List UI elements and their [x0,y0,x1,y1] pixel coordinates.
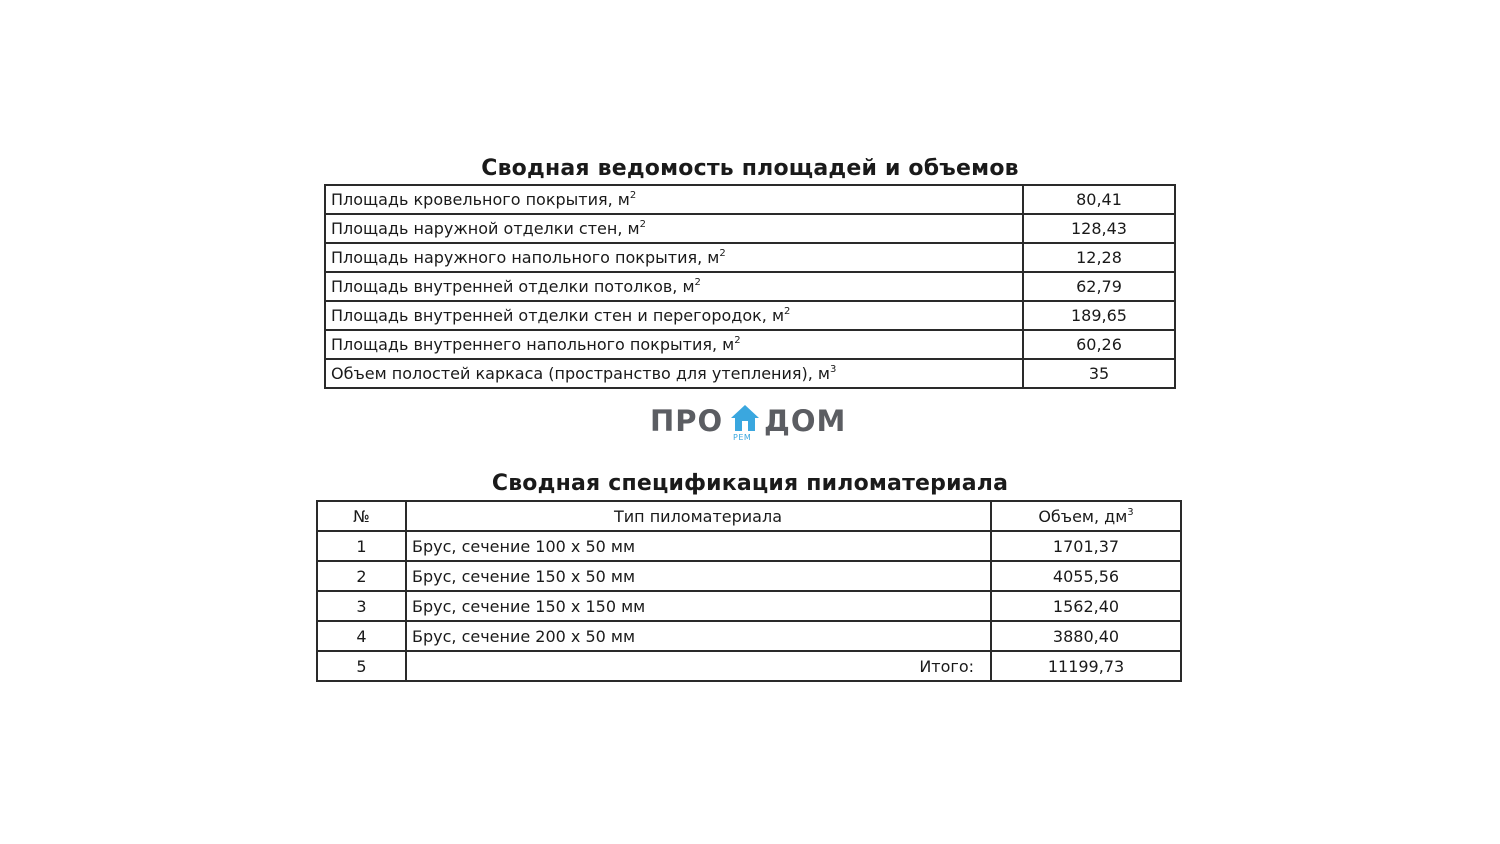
row-value: 35 [1023,359,1175,388]
row-value: 60,26 [1023,330,1175,359]
table-header-row [317,501,1181,531]
table-row [317,591,1181,621]
total-row [317,651,1181,681]
table-row [325,330,1175,359]
lumber-table [316,500,1182,682]
areas-table-title: Сводная ведомость площадей и объемов [481,156,1019,181]
logo-right-word: ДОМ [764,404,847,438]
table-row [325,272,1175,301]
row-value: 80,41 [1023,185,1175,214]
row-volume: 3880,40 [991,621,1181,651]
row-value: 12,28 [1023,243,1175,272]
total-label: Итого: [406,651,991,681]
row-value: 128,43 [1023,214,1175,243]
row-volume: 1701,37 [991,531,1181,561]
header-num: № [317,501,406,531]
header-volume: Объем, $дм^3$ [991,501,1181,531]
row-num: 4 [317,621,406,651]
row-label: Площадь кровельного покрытия, $м^2$ [325,185,1023,214]
row-value: 189,65 [1023,301,1175,330]
row-label: Площадь внутреннего напольного покрытия, $м^2$ [325,330,1023,359]
row-volume: 1562,40 [991,591,1181,621]
logo-left-word: ПРО [650,404,724,438]
total-volume: 11199,73 [991,651,1181,681]
table-row [317,621,1181,651]
header-type: Тип пиломатериала [406,501,991,531]
row-label: Площадь наружного напольного покрытия, $м^2$ [325,243,1023,272]
areas-table [324,184,1176,389]
table-row [325,214,1175,243]
row-num: 1 [317,531,406,561]
prodom-logo [650,402,850,446]
table-row [325,185,1175,214]
table-row [325,359,1175,388]
logo-small-text: РЕМ [733,433,752,442]
row-label: Площадь наружной отделки стен, $м^2$ [325,214,1023,243]
row-num: 3 [317,591,406,621]
row-volume: 4055,56 [991,561,1181,591]
row-type: Брус, сечение 200 х 50 мм [406,621,991,651]
row-label: Площадь внутренней отделки потолков, $м^2$ [325,272,1023,301]
table-row [325,243,1175,272]
table-row [317,561,1181,591]
house-icon [730,404,760,432]
row-type: Брус, сечение 100 х 50 мм [406,531,991,561]
row-num: 2 [317,561,406,591]
table-row [325,301,1175,330]
lumber-table-title: Сводная спецификация пиломатериала [491,471,1009,496]
row-value: 62,79 [1023,272,1175,301]
row-label: Объем полостей каркаса (пространство для утепления), $м^3$ [325,359,1023,388]
total-num: 5 [317,651,406,681]
table-row [317,531,1181,561]
row-type: Брус, сечение 150 х 150 мм [406,591,991,621]
row-label: Площадь внутренней отделки стен и перегородок, $м^2$ [325,301,1023,330]
row-type: Брус, сечение 150 х 50 мм [406,561,991,591]
